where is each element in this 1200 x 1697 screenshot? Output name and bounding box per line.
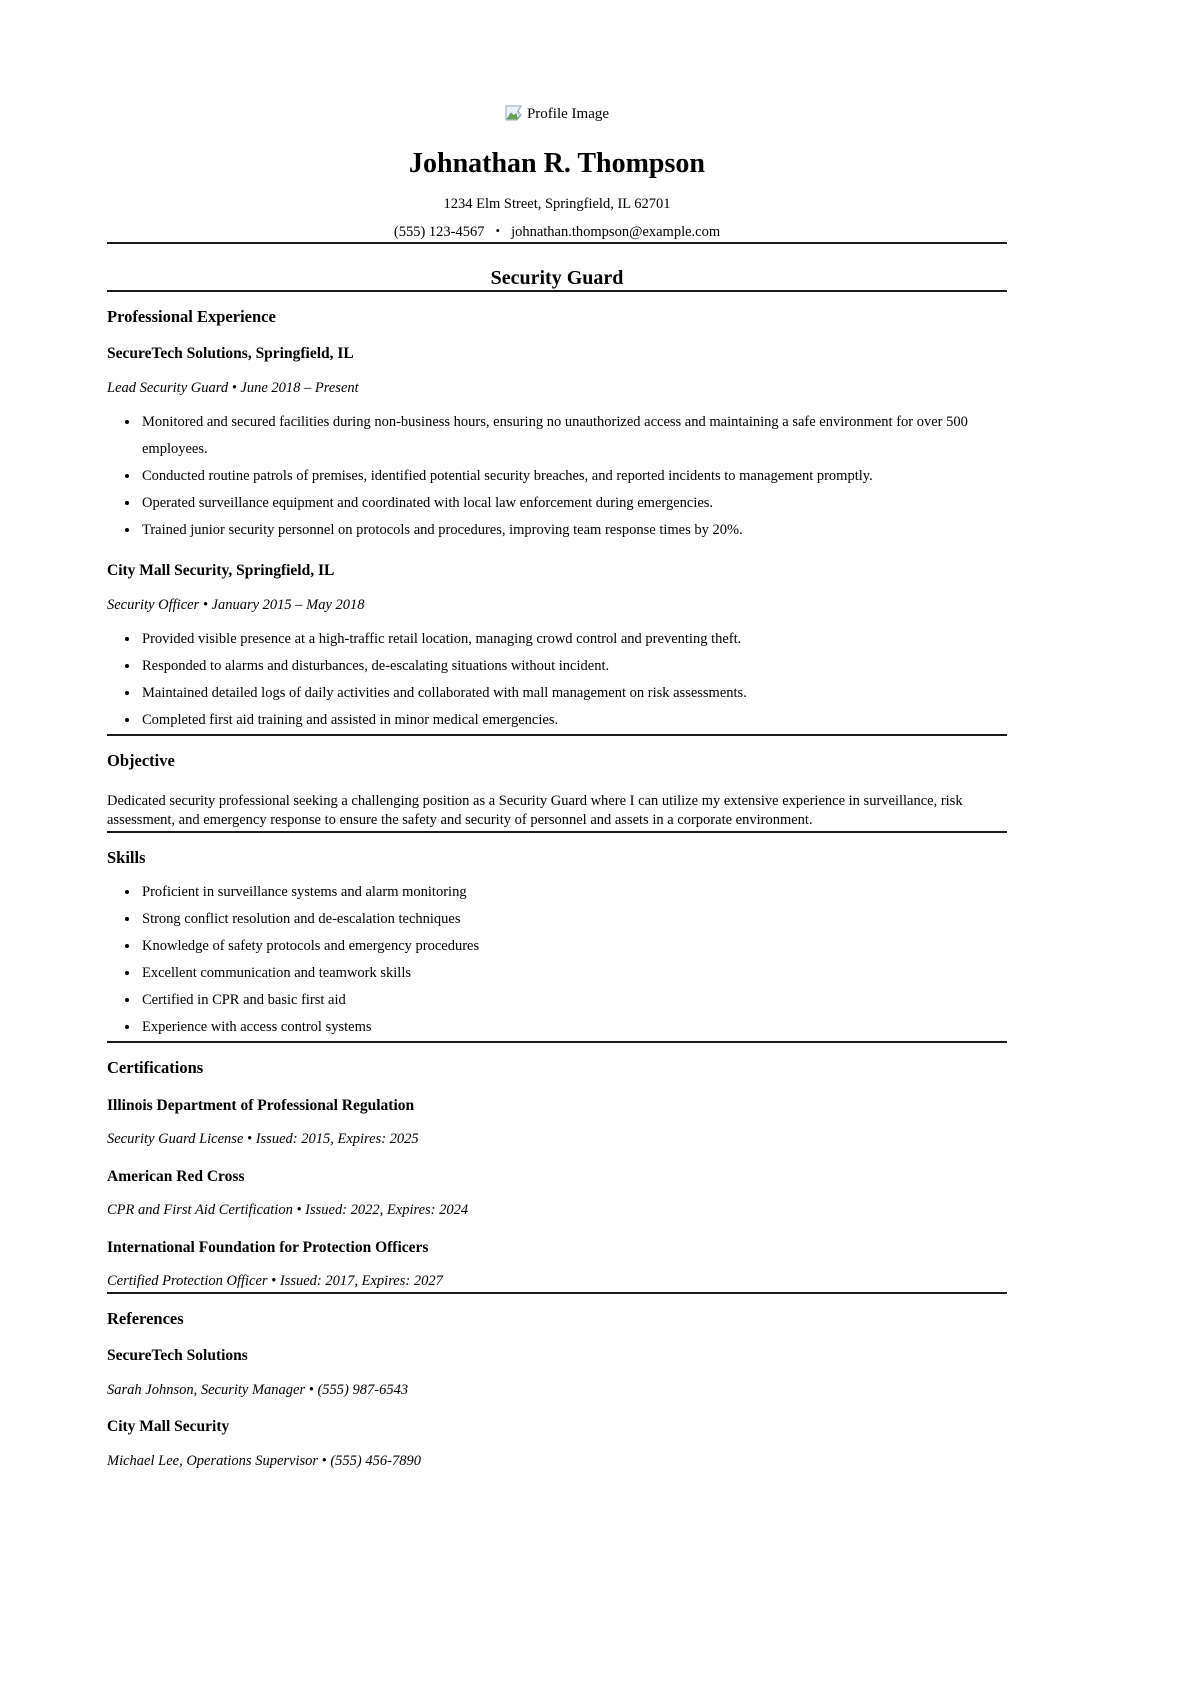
divider — [107, 290, 1007, 292]
candidate-address: 1234 Elm Street, Springfield, IL 62701 — [443, 195, 671, 212]
section-objective — [107, 751, 1007, 831]
certification-detail: Security Guard License • Issued: 2015, Expires: 2025 — [107, 1131, 419, 1148]
bullet-item: • Conducted routine patrols of premises, identified potential security breaches, and reported incidents to management promptly. — [140, 463, 1007, 490]
job-bullets — [107, 626, 1007, 734]
skill-item: • Excellent communication and teamwork skills — [140, 960, 1007, 987]
divider — [107, 1041, 1007, 1043]
company-name: City Mall Security, Springfield, IL — [107, 562, 335, 580]
job-entry — [107, 561, 1007, 734]
candidate-email: johnathan.thompson@example.com — [511, 223, 721, 240]
reference-entry — [107, 1346, 1007, 1400]
section-heading-skills: Skills — [107, 847, 146, 867]
skill-item: • Knowledge of safety protocols and emergency procedures — [140, 933, 1007, 960]
broken-image-icon — [505, 105, 525, 127]
job-bullets — [107, 409, 1007, 544]
candidate-phone: (555) 123-4567 — [393, 223, 485, 240]
certification-detail: Certified Protection Officer • Issued: 2017, Expires: 2027 — [107, 1273, 443, 1290]
section-heading-objective: Objective — [107, 751, 175, 771]
certification-entry — [107, 1167, 1007, 1221]
reference-entry — [107, 1417, 1007, 1471]
divider — [107, 734, 1007, 736]
section-references — [107, 1309, 1007, 1472]
profile-image-alt: Profile Image — [526, 106, 610, 122]
objective-text: Dedicated security professional seeking a challenging position as a Security Guard where I can utilize my extensive experience in surveillance, risk assessment, and emergency response to ensure the safety and security of personnel and assets in a corporate environment. — [107, 792, 963, 829]
divider — [107, 1292, 1007, 1294]
company-name: SecureTech Solutions, Springfield, IL — [107, 345, 354, 363]
bullet-item: • Trained junior security personnel on protocols and procedures, improving team response times by 20%. — [140, 517, 1007, 544]
section-experience — [107, 307, 1007, 735]
job-entry — [107, 344, 1007, 544]
bullet-item: • Monitored and secured facilities during non-business hours, ensuring no unauthorized access and maintaining a safe environment for over 500 employees. — [140, 409, 1007, 463]
contact-line — [107, 221, 1007, 242]
contact-separator: • — [495, 222, 501, 238]
reference-detail: Sarah Johnson, Security Manager • (555) 987-6543 — [107, 1381, 409, 1398]
skill-item: • Experience with access control systems — [140, 1014, 1007, 1041]
candidate-name: Johnathan R. Thompson — [409, 148, 705, 179]
divider — [107, 831, 1007, 833]
skill-item: • Certified in CPR and basic first aid — [140, 987, 1007, 1014]
bullet-item: • Maintained detailed logs of daily activities and collaborated with mall management on risk assessments. — [140, 680, 1007, 707]
divider — [107, 242, 1007, 244]
skills-list — [107, 879, 1007, 1041]
section-heading-certifications: Certifications — [107, 1058, 204, 1078]
section-heading-experience: Professional Experience — [107, 306, 276, 326]
bullet-item: • Provided visible presence at a high-traffic retail location, managing crowd control and preventing theft. — [140, 626, 1007, 653]
skill-item: • Proficient in surveillance systems and alarm monitoring — [140, 879, 1007, 906]
skill-item: • Strong conflict resolution and de-escalation techniques — [140, 906, 1007, 933]
resume-title: Security Guard — [490, 266, 624, 289]
certification-org: American Red Cross — [107, 1167, 245, 1185]
certification-entry — [107, 1238, 1007, 1292]
section-certifications — [107, 1058, 1007, 1291]
reference-org: City Mall Security — [107, 1418, 230, 1436]
section-heading-references: References — [107, 1308, 184, 1328]
bullet-item: • Operated surveillance equipment and coordinated with local law enforcement during emergencies. — [140, 490, 1007, 517]
reference-org: SecureTech Solutions — [107, 1347, 248, 1365]
bullet-item: • Completed first aid training and assisted in minor medical emergencies. — [140, 707, 1007, 734]
reference-detail: Michael Lee, Operations Supervisor • (555) 456-7890 — [107, 1452, 421, 1469]
certification-org: International Foundation for Protection Officers — [107, 1238, 429, 1256]
certification-detail: CPR and First Aid Certification • Issued: 2022, Expires: 2024 — [107, 1202, 469, 1219]
section-skills — [107, 848, 1007, 1042]
job-meta: Lead Security Guard • June 2018 – Present — [107, 379, 359, 396]
bullet-item: • Responded to alarms and disturbances, de-escalating situations without incident. — [140, 653, 1007, 680]
certification-entry — [107, 1096, 1007, 1150]
job-meta: Security Officer • January 2015 – May 2018 — [107, 596, 365, 613]
certification-org: Illinois Department of Professional Regulation — [107, 1096, 415, 1114]
profile-image-placeholder — [107, 104, 1007, 127]
